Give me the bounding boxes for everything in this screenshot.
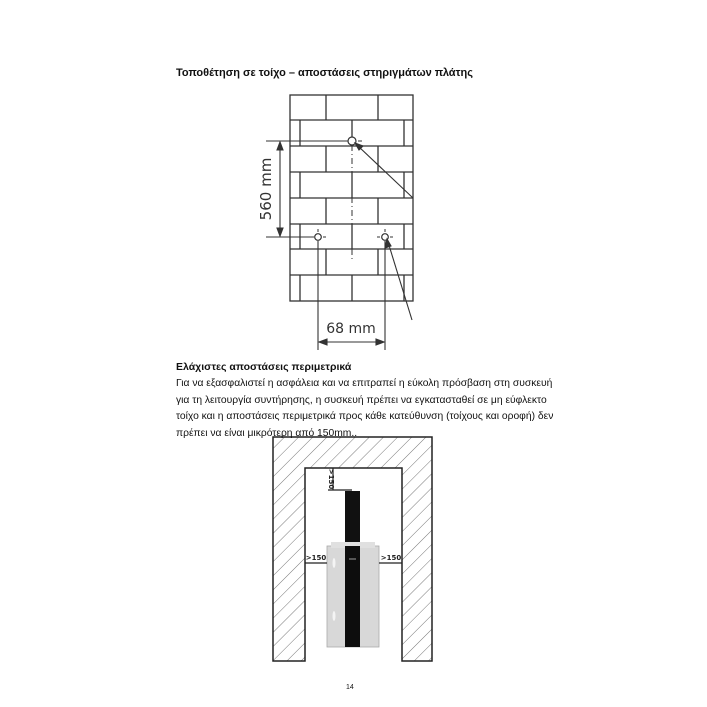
appliance <box>327 542 379 647</box>
section-title-wall-mounting: Τοποθέτηση σε τοίχο – αποστάσεις στηριγμάτων πλάτης <box>176 67 473 79</box>
dimension-label-560: 560 mm <box>257 157 275 221</box>
right-clearance-label: >150 <box>380 554 402 562</box>
flue-pipe <box>345 491 360 546</box>
dimension-560 <box>266 141 348 237</box>
paragraph-line: πρέπει να είναι μικρότερη από 150mm.. <box>176 427 358 439</box>
top-clearance-label: >150 <box>327 468 335 490</box>
hole-bottom-left <box>315 234 322 241</box>
paragraph-line: Για να εξασφαλιστεί η ασφάλεια και να επιτραπεί η εύκολη πρόσβαση στη συσκευή <box>176 378 553 389</box>
dimension-label-68: 68 mm <box>326 321 376 337</box>
paragraph-line: για τη λειτουργία συντήρησης, η συσκευή πρέπει να εγκατασταθεί σε μη εύφλεκτο <box>176 394 547 406</box>
hole-top-center <box>348 137 356 145</box>
section-title-clearances: Ελάχιστες αποστάσεις περιμετρικά <box>176 361 352 373</box>
paragraph-line: τοίχο και η αποστάσεις περιμετρικά προς κάθε κατεύθυνση (τοίχους και οροφή) δεν <box>176 411 554 422</box>
page-number: 14 <box>346 684 354 691</box>
left-clearance-label: >150 <box>305 554 327 562</box>
clearances-paragraph <box>176 376 554 442</box>
